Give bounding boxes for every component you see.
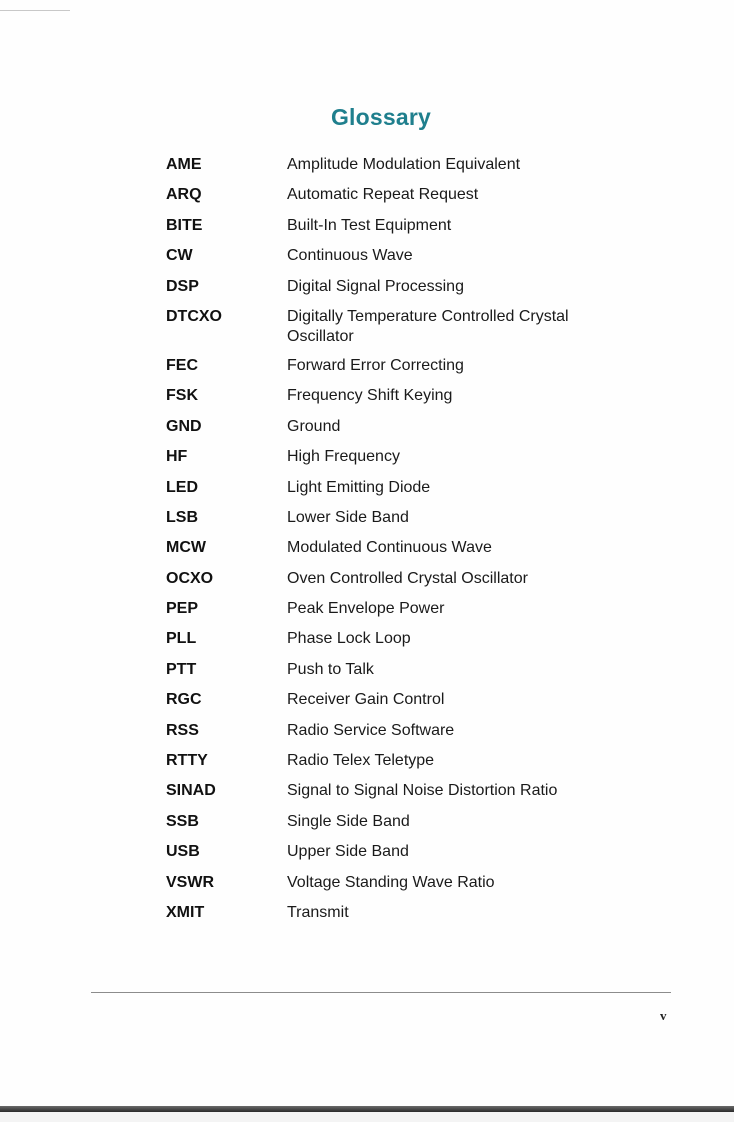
footer-divider: [91, 992, 671, 993]
glossary-term: CW: [166, 247, 193, 265]
glossary-definition: Lower Side Band: [287, 508, 409, 526]
glossary-term: FSK: [166, 387, 198, 405]
glossary-definition: Voltage Standing Wave Ratio: [287, 873, 495, 891]
glossary-definition: Digital Signal Processing: [287, 277, 464, 295]
glossary-term: SINAD: [166, 782, 216, 800]
glossary-entry: [166, 216, 636, 236]
glossary-term: VSWR: [166, 873, 214, 891]
glossary-entry: [166, 690, 636, 710]
glossary-entry: [166, 751, 636, 771]
glossary-definition: Receiver Gain Control: [287, 691, 445, 709]
glossary-entry: [166, 417, 636, 437]
glossary-definition: Peak Envelope Power: [287, 600, 445, 618]
glossary-list: [166, 155, 636, 933]
glossary-definition: Light Emitting Diode: [287, 478, 431, 496]
glossary-term: DSP: [166, 277, 199, 295]
glossary-definition: Automatic Repeat Request: [287, 186, 479, 204]
glossary-definition: Radio Telex Teletype: [287, 752, 435, 770]
glossary-entry: [166, 277, 636, 297]
scan-bottom-shadow: [0, 1112, 734, 1122]
glossary-entry: [166, 569, 636, 589]
glossary-entry: [166, 508, 636, 528]
glossary-definition: Continuous Wave: [287, 247, 413, 265]
glossary-definition: High Frequency: [287, 448, 400, 466]
glossary-entry: [166, 386, 636, 406]
glossary-term: XMIT: [166, 903, 205, 921]
glossary-term: RGC: [166, 691, 202, 709]
glossary-definition: Upper Side Band: [287, 843, 409, 861]
glossary-term: BITE: [166, 216, 203, 234]
glossary-definition: Modulated Continuous Wave: [287, 539, 492, 557]
glossary-term: PTT: [166, 660, 197, 678]
glossary-entry: [166, 447, 636, 467]
glossary-entry: [166, 246, 636, 266]
glossary-definition: Push to Talk: [287, 660, 374, 678]
glossary-term: FEC: [166, 356, 198, 374]
glossary-term: GND: [166, 417, 202, 435]
glossary-term: LSB: [166, 508, 198, 526]
glossary-entry: [166, 812, 636, 832]
glossary-entry: [166, 538, 636, 558]
glossary-term: OCXO: [166, 569, 214, 587]
page-number: v: [660, 1008, 667, 1023]
glossary-definition: Digitally Temperature Controlled Crystal Oscillator: [287, 307, 569, 345]
glossary-term: LED: [166, 478, 198, 496]
glossary-entry: [166, 356, 636, 376]
glossary-entry: [166, 155, 636, 175]
glossary-entry: [166, 599, 636, 619]
glossary-definition: Forward Error Correcting: [287, 356, 464, 374]
glossary-term: ARQ: [166, 186, 202, 204]
glossary-entry: [166, 903, 636, 923]
glossary-term: RTTY: [166, 752, 208, 770]
glossary-entry: [166, 721, 636, 741]
glossary-definition: Signal to Signal Noise Distortion Ratio: [287, 782, 558, 800]
scan-edge-mark: [0, 10, 70, 11]
glossary-definition: Built-In Test Equipment: [287, 216, 452, 234]
glossary-entry: [166, 629, 636, 649]
glossary-definition: Frequency Shift Keying: [287, 387, 453, 405]
glossary-definition: Transmit: [287, 903, 349, 921]
glossary-entry: [166, 478, 636, 498]
glossary-term: USB: [166, 843, 200, 861]
glossary-entry: [166, 873, 636, 893]
glossary-term: RSS: [166, 721, 199, 739]
glossary-term: DTCXO: [166, 307, 222, 325]
glossary-entry: [166, 185, 636, 205]
glossary-term: HF: [166, 448, 188, 466]
glossary-term: PEP: [166, 600, 199, 618]
glossary-definition: Amplitude Modulation Equivalent: [287, 156, 521, 173]
page-title: Glossary: [330, 104, 432, 130]
glossary-definition: Ground: [287, 417, 341, 435]
glossary-term: AME: [166, 156, 202, 173]
glossary-term: MCW: [166, 539, 206, 557]
glossary-definition: Phase Lock Loop: [287, 630, 411, 648]
glossary-entry: [166, 307, 636, 347]
glossary-definition: Radio Service Software: [287, 721, 455, 739]
glossary-definition: Oven Controlled Crystal Oscillator: [287, 569, 528, 587]
glossary-entry: [166, 660, 636, 680]
glossary-definition: Single Side Band: [287, 812, 410, 830]
glossary-term: PLL: [166, 630, 197, 648]
glossary-term: SSB: [166, 812, 199, 830]
glossary-entry: [166, 842, 636, 862]
glossary-entry: [166, 781, 636, 801]
